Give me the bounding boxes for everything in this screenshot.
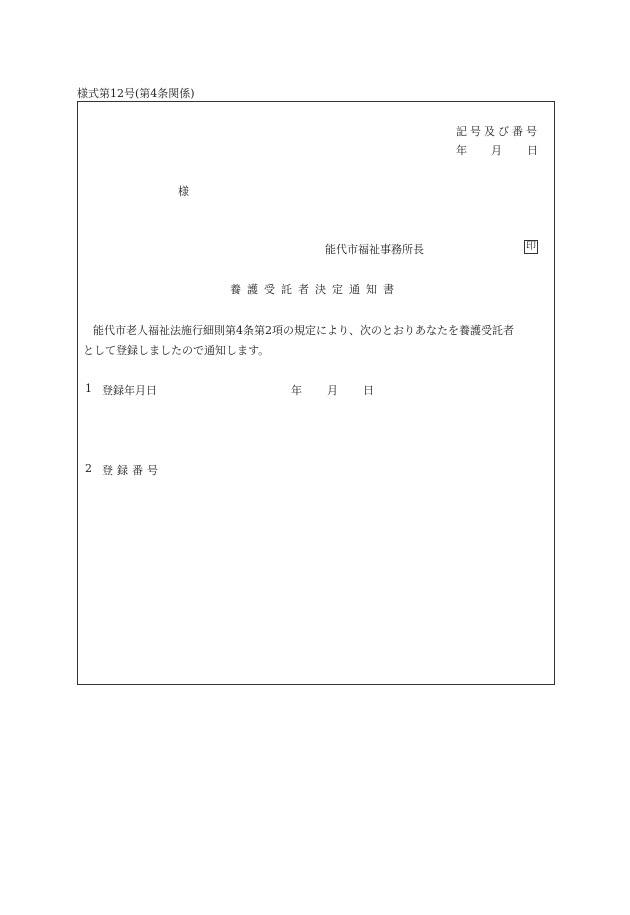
header-date-month: 月 [491,144,502,157]
addressee-suffix: 様 [178,185,189,198]
registration-date-day: 日 [363,384,374,397]
item-number: 2 [85,462,92,475]
body-text-line-2: として登録しましたので通知します。 [83,344,270,357]
item-label: 登録年月日 [102,384,157,397]
header-date-year: 年 [456,144,467,157]
registration-date-year: 年 [291,384,302,397]
issuer-name: 能代市福祉事務所長 [325,243,424,256]
document-title: 養護受託者決定通知書 [230,283,400,296]
item-label: 登録番号 [102,464,162,477]
registration-date-month: 月 [327,384,338,397]
record-number-label: 記号及び番号 [456,125,540,138]
seal-mark: 印 [526,241,536,252]
body-text-line-1: 能代市老人福祉法施行細則第4条第2項の規定により、次のとおりあなたを養護受託者 [93,324,514,337]
item-number: 1 [85,382,92,395]
header-date-day: 日 [527,144,538,157]
form-number-label: 様式第12号(第4条関係) [77,87,195,100]
